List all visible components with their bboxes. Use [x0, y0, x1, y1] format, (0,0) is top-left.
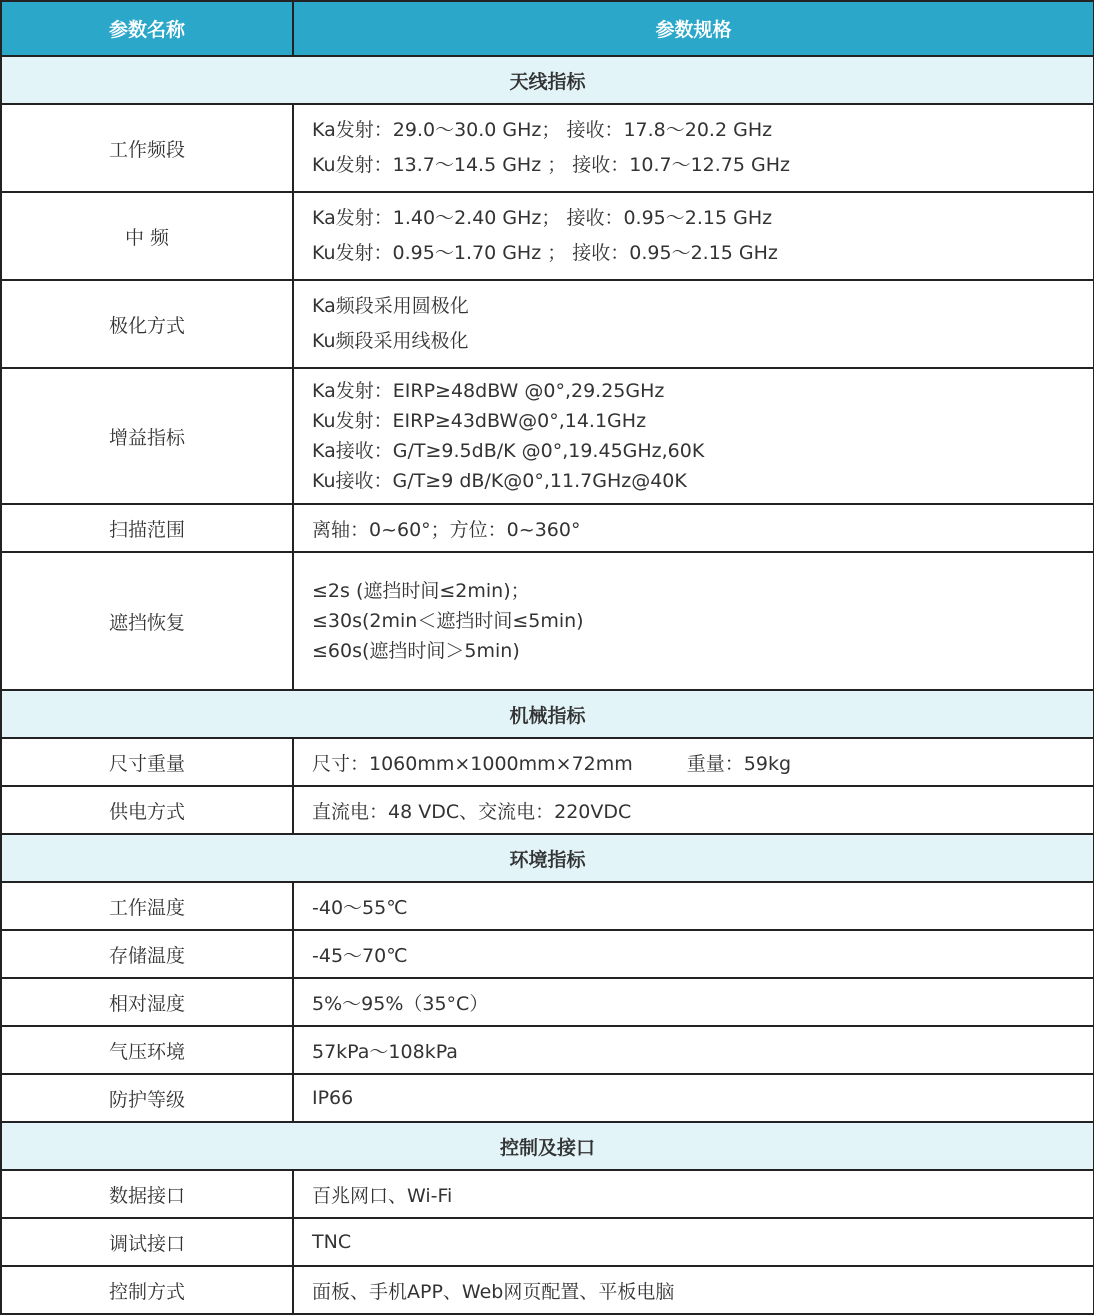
table-row [1, 280, 1094, 368]
section-title: 天线指标 [1, 56, 1094, 104]
section-title: 机械指标 [1, 690, 1094, 738]
param-name: 相对湿度 [1, 978, 293, 1026]
table-row [1, 1170, 1094, 1218]
table-row [1, 786, 1094, 834]
value-line: Ku接收：G/T≥9 dB/K@0°,11.7GHz@40K [312, 470, 687, 492]
value-line: Ku发射：0.95～1.70 GHz ； 接收：0.95～2.15 GHz [312, 242, 778, 264]
param-name: 极化方式 [1, 280, 293, 368]
header-row [1, 1, 1094, 56]
value-line: ≤30s(2min＜遮挡时间≤5min) [312, 610, 584, 632]
param-value: -45～70℃ [293, 930, 1094, 978]
section-title: 环境指标 [1, 834, 1094, 882]
param-value [293, 104, 1094, 192]
param-name: 工作频段 [1, 104, 293, 192]
value-line: Ka频段采用圆极化 [312, 295, 469, 317]
section-control [1, 1122, 1094, 1170]
param-name: 调试接口 [1, 1218, 293, 1266]
param-name: 气压环境 [1, 1026, 293, 1074]
param-value [293, 552, 1094, 690]
table-row [1, 504, 1094, 552]
section-mechanical [1, 690, 1094, 738]
table-row [1, 930, 1094, 978]
section-antenna [1, 56, 1094, 104]
table-row [1, 192, 1094, 280]
size-value: 尺寸：1060mm×1000mm×72mm [312, 752, 633, 775]
value-line: ≤2s (遮挡时间≤2min)； [312, 580, 530, 602]
param-value [293, 280, 1094, 368]
param-name: 数据接口 [1, 1170, 293, 1218]
value-line: ≤60s(遮挡时间＞5min) [312, 640, 520, 662]
value-line: Ka发射：1.40～2.40 GHz； 接收：0.95～2.15 GHz [312, 207, 773, 229]
value-line: Ka接收：G/T≥9.5dB/K @0°,19.45GHz,60K [312, 440, 705, 462]
table-row [1, 978, 1094, 1026]
param-value: 57kPa～108kPa [293, 1026, 1094, 1074]
value-line: Ka发射：EIRP≥48dBW @0°,29.25GHz [312, 380, 665, 402]
table-row [1, 1218, 1094, 1266]
table-row [1, 1026, 1094, 1074]
param-value: 直流电：48 VDC、交流电：220VDC [293, 786, 1094, 834]
param-name: 中 频 [1, 192, 293, 280]
param-value: 百兆网口、Wi-Fi [293, 1170, 1094, 1218]
param-name: 增益指标 [1, 368, 293, 504]
param-value: 离轴：0~60°；方位：0~360° [293, 504, 1094, 552]
table-row [1, 104, 1094, 192]
param-name: 遮挡恢复 [1, 552, 293, 690]
table-row [1, 552, 1094, 690]
param-name: 扫描范围 [1, 504, 293, 552]
param-value [293, 192, 1094, 280]
param-value: -40～55℃ [293, 882, 1094, 930]
value-line: Ku发射：EIRP≥43dBW@0°,14.1GHz [312, 410, 647, 432]
param-name: 尺寸重量 [1, 738, 293, 786]
value-line: Ku发射：13.7～14.5 GHz ； 接收：10.7～12.75 GHz [312, 154, 790, 176]
param-name: 供电方式 [1, 786, 293, 834]
table-row [1, 738, 1094, 786]
table-row [1, 882, 1094, 930]
value-line: Ku频段采用线极化 [312, 330, 469, 352]
weight-value: 重量：59kg [686, 752, 792, 775]
param-value: IP66 [293, 1074, 1094, 1122]
section-environment [1, 834, 1094, 882]
table-row [1, 368, 1094, 504]
table-row [1, 1074, 1094, 1122]
value-line: Ka发射：29.0～30.0 GHz； 接收：17.8～20.2 GHz [312, 119, 773, 141]
param-value: TNC [293, 1218, 1094, 1266]
param-name: 工作温度 [1, 882, 293, 930]
param-name: 存储温度 [1, 930, 293, 978]
param-name: 防护等级 [1, 1074, 293, 1122]
header-param-name: 参数名称 [1, 1, 293, 56]
param-value [293, 368, 1094, 504]
header-param-spec: 参数规格 [293, 1, 1094, 56]
param-value: 5%～95%（35°C） [293, 978, 1094, 1026]
table-row [1, 1266, 1094, 1314]
param-value: 面板、手机APP、Web网页配置、平板电脑 [293, 1266, 1094, 1314]
param-name: 控制方式 [1, 1266, 293, 1314]
section-title: 控制及接口 [1, 1122, 1094, 1170]
param-value [293, 738, 1094, 786]
